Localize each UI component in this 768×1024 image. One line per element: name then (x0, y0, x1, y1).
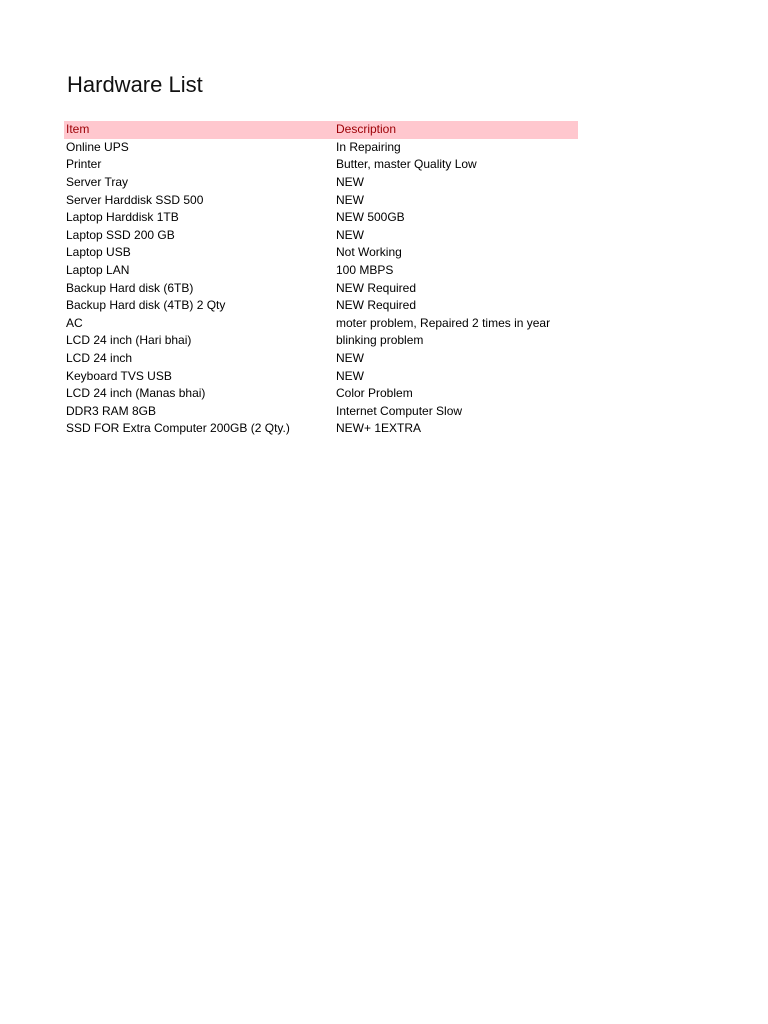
description-cell: NEW (336, 351, 364, 366)
description-cell: NEW (336, 192, 364, 207)
table-row (64, 191, 578, 209)
description-cell: NEW Required (336, 280, 417, 295)
header-description: Description (336, 122, 397, 137)
description-cell: blinking problem (336, 333, 424, 348)
table-row (64, 262, 578, 280)
description-cell: NEW (336, 368, 364, 383)
table-row (64, 227, 578, 245)
description-cell: NEW 500GB (336, 210, 405, 225)
description-cell: NEW Required (336, 298, 417, 313)
table-row (64, 139, 578, 157)
item-cell: Online UPS (66, 139, 129, 154)
item-cell: LCD 24 inch (66, 351, 133, 366)
description-cell: Butter, master Quality Low (336, 157, 477, 172)
item-cell: Server Harddisk SSD 500 (66, 192, 204, 207)
item-cell: LCD 24 inch (Manas bhai) (66, 386, 206, 401)
table-row (64, 350, 578, 368)
table-row (64, 332, 578, 350)
item-cell: Server Tray (66, 175, 129, 190)
item-cell: SSD FOR Extra Computer 200GB (2 Qty.) (66, 421, 290, 436)
hardware-table (64, 121, 578, 438)
table-row (64, 156, 578, 174)
description-cell: NEW (336, 175, 364, 190)
table-row (64, 315, 578, 333)
item-cell: AC (66, 315, 83, 330)
item-cell: Laptop LAN (66, 263, 130, 278)
description-cell: Internet Computer Slow (336, 403, 463, 418)
table-row (64, 420, 578, 438)
table-row (64, 297, 578, 315)
description-cell: Not Working (336, 245, 402, 260)
table-row (64, 385, 578, 403)
item-cell: Laptop USB (66, 245, 131, 260)
description-cell: Color Problem (336, 386, 413, 401)
table-row (64, 403, 578, 421)
table-row (64, 279, 578, 297)
description-cell: In Repairing (336, 139, 401, 154)
item-cell: Backup Hard disk (6TB) (66, 280, 194, 295)
description-cell: 100 MBPS (336, 263, 394, 278)
header-item: Item (66, 122, 90, 137)
item-cell: Backup Hard disk (4TB) 2 Qty (66, 298, 226, 313)
table-row (64, 367, 578, 385)
item-cell: Laptop SSD 200 GB (66, 227, 175, 242)
item-cell: Laptop Harddisk 1TB (66, 210, 179, 225)
table-body (64, 139, 578, 438)
table-header-row (64, 121, 578, 139)
item-cell: DDR3 RAM 8GB (66, 403, 157, 418)
item-cell: LCD 24 inch (Hari bhai) (66, 333, 192, 348)
table-row (64, 209, 578, 227)
description-cell: NEW (336, 227, 364, 242)
description-cell: NEW+ 1EXTRA (336, 421, 422, 436)
item-cell: Printer (66, 157, 102, 172)
page-title: Hardware List (67, 72, 203, 97)
table-row (64, 174, 578, 192)
item-cell: Keyboard TVS USB (66, 368, 172, 383)
description-cell: moter problem, Repaired 2 times in year (336, 315, 551, 330)
table-row (64, 244, 578, 262)
